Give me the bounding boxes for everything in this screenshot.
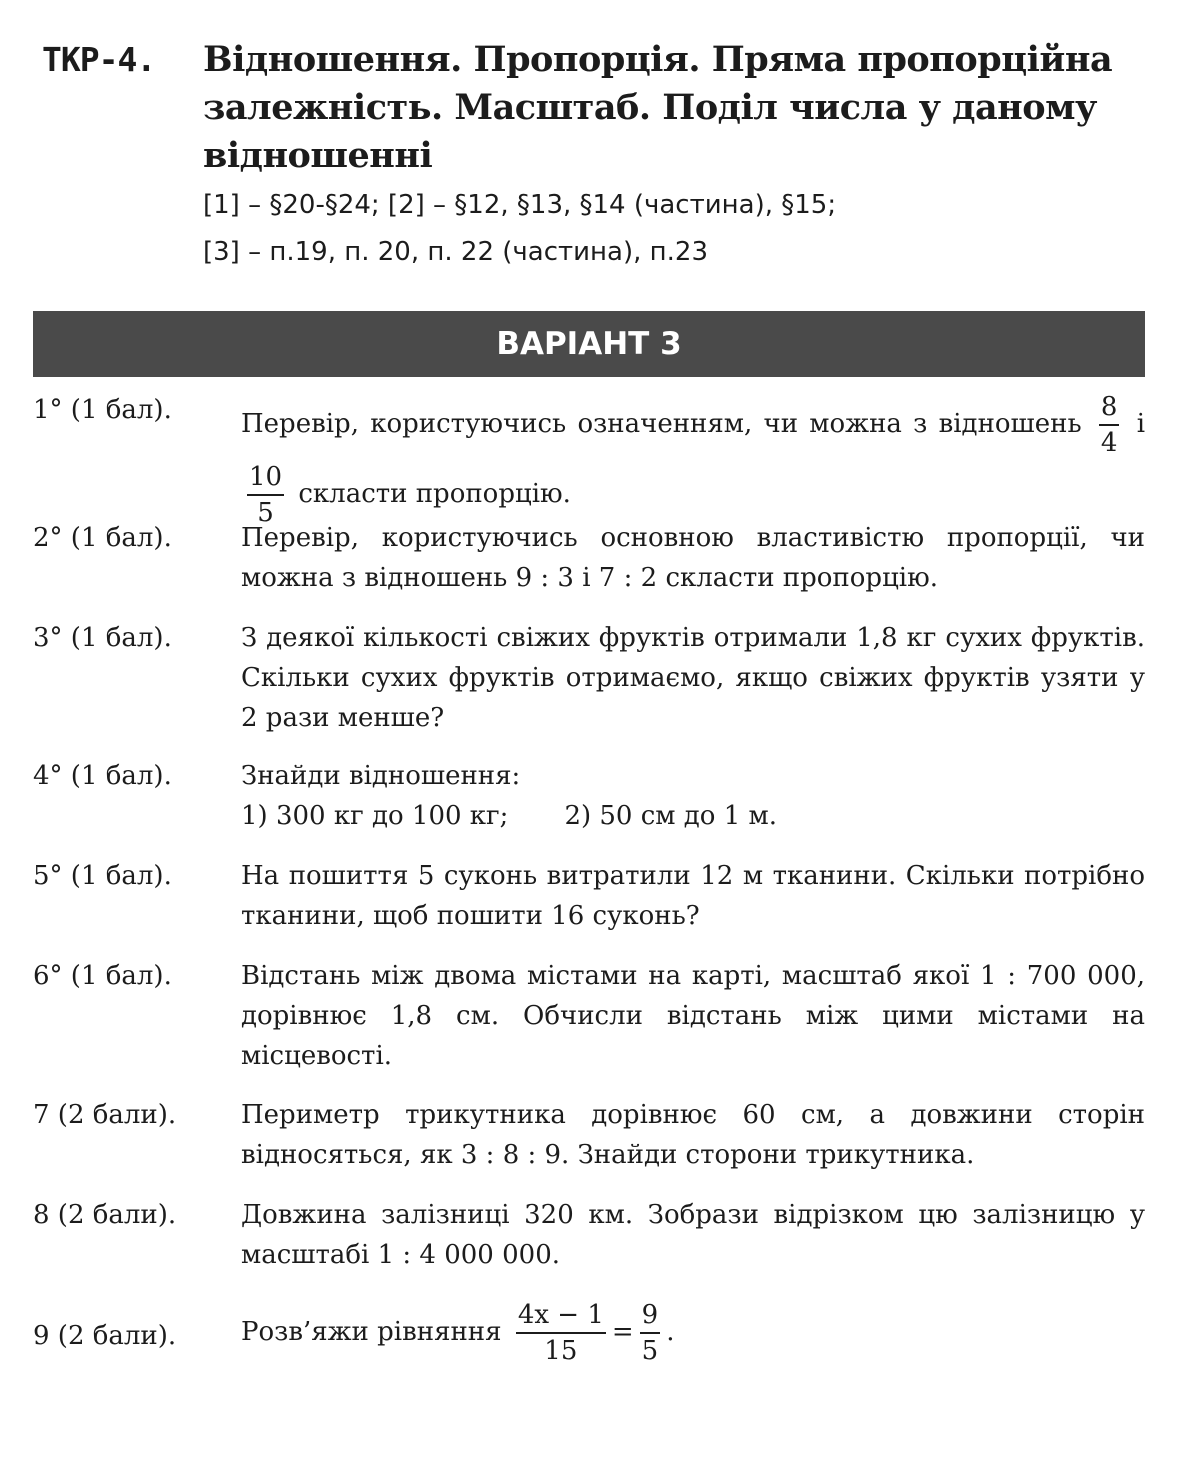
task-body: [241, 1298, 1145, 1368]
fraction: [1099, 390, 1120, 460]
task-body: Периметр трикутника дорівнює 60 см, а довжини сторін відносяться, як 3 : 8 : 9. Знайди сторони трикутника.: [241, 1100, 1145, 1170]
task-label: 2° (1 бал).: [33, 523, 172, 553]
task-part-2: 2) 50 см до 1 м.: [564, 801, 778, 831]
task-body: З деякої кількості свіжих фруктів отримали 1,8 кг сухих фруктів. Скільки сухих фруктів отримаємо, якщо свіжих фруктів узяти у 2 рази менше?: [241, 623, 1145, 733]
task-body: Відстань між двома містами на карті, масштаб якої 1 : 700 000, дорівнює 1,8 см. Обчисли відстань між цими містами на місцевості.: [241, 961, 1145, 1071]
task-body: Довжина залізниці 320 км. Зобрази відрізком цю залізницю у масштабі 1 : 4 000 000.: [241, 1200, 1145, 1270]
task-text: Розв’яжи рівняння: [241, 1317, 502, 1347]
task-label: 6° (1 бал).: [33, 961, 172, 991]
page-title: Відношення. Пропорція. Пряма пропорційна залежність. Масштаб. Поділ числа у даному відношенні: [203, 39, 1113, 176]
fraction: [640, 1298, 661, 1368]
variant-label: ВАРІАНТ 3: [496, 326, 682, 362]
fraction-numerator: 10: [247, 460, 284, 496]
task-text: Перевір, користуючись означенням, чи можна з відношень: [241, 409, 1082, 439]
task-text: Знайди відношення:: [241, 761, 521, 791]
task-label: 7 (2 бали).: [33, 1100, 177, 1130]
conjunction: і: [1136, 409, 1146, 439]
fraction-denominator: 15: [544, 1336, 578, 1366]
references-line-1: [1] – §20-§24; [2] – §12, §13, §14 (частина), §15;: [203, 190, 837, 220]
task-label: 8 (2 бали).: [33, 1200, 177, 1230]
references-line-2: [3] – п.19, п. 20, п. 22 (частина), п.23: [203, 237, 708, 267]
fraction-numerator: 4x − 1: [516, 1298, 606, 1334]
test-code: ТКР-4.: [42, 40, 156, 79]
task-body: [241, 390, 1145, 530]
fraction-numerator: 9: [640, 1298, 661, 1334]
task-label: 5° (1 бал).: [33, 861, 172, 891]
task-label: 4° (1 бал).: [33, 761, 172, 791]
task-part-1: 1) 300 кг до 100 кг;: [241, 801, 509, 831]
task-body: [241, 756, 1145, 836]
task-label: 3° (1 бал).: [33, 623, 172, 653]
fraction-denominator: 5: [641, 1336, 659, 1366]
fraction-denominator: 4: [1100, 428, 1118, 458]
variant-banner: [33, 311, 1145, 377]
task-parts: [241, 796, 1145, 836]
fraction-numerator: 8: [1099, 390, 1120, 426]
equals-sign: =: [611, 1317, 634, 1347]
fraction: [516, 1298, 606, 1368]
task-label: 1° (1 бал).: [33, 395, 172, 425]
task-text: скласти пропорцію.: [298, 479, 571, 509]
fraction-denominator: 5: [257, 498, 274, 528]
task-body: На пошиття 5 суконь витратили 12 м тканини. Скільки потрібно тканини, щоб пошити 16 суконь?: [241, 861, 1145, 931]
end-period: .: [666, 1317, 675, 1347]
task-body: Перевір, користуючись основною властивістю пропорції, чи можна з відношень 9 : 3 і 7 : 2 скласти пропорцію.: [241, 523, 1145, 593]
task-label: 9 (2 бали).: [33, 1321, 177, 1351]
